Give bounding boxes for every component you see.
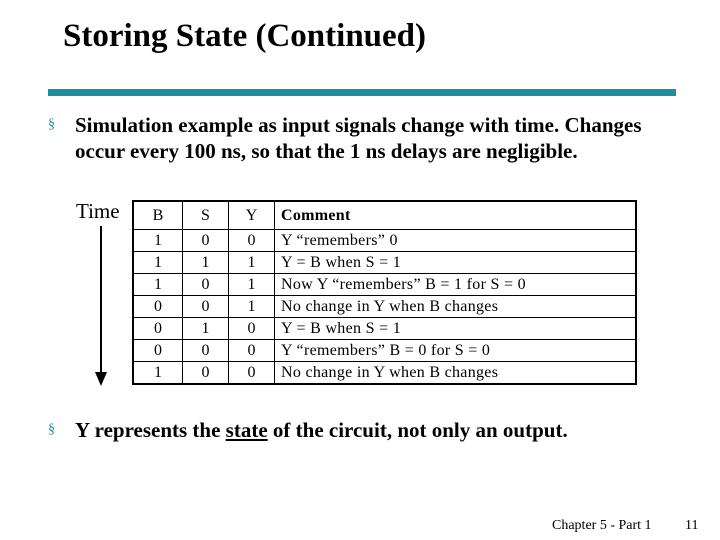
cell-y: 0 [229, 318, 275, 340]
cell-y: 0 [229, 340, 275, 362]
cell-y: 1 [229, 296, 275, 318]
cell-s: 0 [183, 340, 229, 362]
cell-y: 1 [229, 274, 275, 296]
cell-comment: No change in Y when B changes [275, 296, 637, 318]
cell-y: 0 [229, 230, 275, 252]
cell-b: 1 [133, 274, 183, 296]
bullet-icon: § [48, 117, 55, 132]
table-row [133, 296, 636, 318]
title-divider [48, 89, 676, 96]
cell-comment: Y “remembers” 0 [275, 230, 637, 252]
header-comment: Comment [275, 201, 637, 230]
header-b: B [133, 201, 183, 230]
cell-comment: Y = B when S = 1 [275, 252, 637, 274]
signal-table [132, 200, 637, 385]
header-s: S [183, 201, 229, 230]
state-text-after: of the circuit, not only an output. [267, 418, 568, 442]
cell-comment: Y “remembers” B = 0 for S = 0 [275, 340, 637, 362]
table-row [133, 362, 636, 385]
table-row [133, 230, 636, 252]
cell-y: 0 [229, 362, 275, 385]
cell-s: 0 [183, 274, 229, 296]
table-row [133, 318, 636, 340]
cell-b: 1 [133, 362, 183, 385]
cell-comment: No change in Y when B changes [275, 362, 637, 385]
slide-title: Storing State (Continued) [63, 18, 427, 54]
cell-comment: Now Y “remembers” B = 1 for S = 0 [275, 274, 637, 296]
table-row [133, 274, 636, 296]
cell-s: 1 [183, 252, 229, 274]
state-word: state [225, 418, 268, 442]
state-paragraph [75, 417, 695, 443]
header-y: Y [229, 201, 275, 230]
cell-s: 0 [183, 296, 229, 318]
cell-s: 1 [183, 318, 229, 340]
cell-b: 0 [133, 318, 183, 340]
simulation-paragraph: Simulation example as input signals change with time. Changes occur every 100 ns, so that the 1 ns delays are negligible. [75, 113, 642, 163]
table-row [133, 340, 636, 362]
time-arrow-icon [94, 226, 108, 386]
cell-b: 0 [133, 296, 183, 318]
cell-comment: Y = B when S = 1 [275, 318, 637, 340]
cell-y: 1 [229, 252, 275, 274]
state-text-before: Y represents the [75, 418, 226, 442]
bullet-icon: § [48, 422, 55, 437]
time-label: Time [76, 199, 120, 223]
cell-b: 0 [133, 340, 183, 362]
cell-s: 0 [183, 230, 229, 252]
page-number: 11 [685, 518, 699, 533]
table-header-row [133, 201, 636, 230]
cell-b: 1 [133, 252, 183, 274]
cell-s: 0 [183, 362, 229, 385]
footer-chapter: Chapter 5 - Part 1 [552, 518, 652, 533]
cell-b: 1 [133, 230, 183, 252]
table-row [133, 252, 636, 274]
